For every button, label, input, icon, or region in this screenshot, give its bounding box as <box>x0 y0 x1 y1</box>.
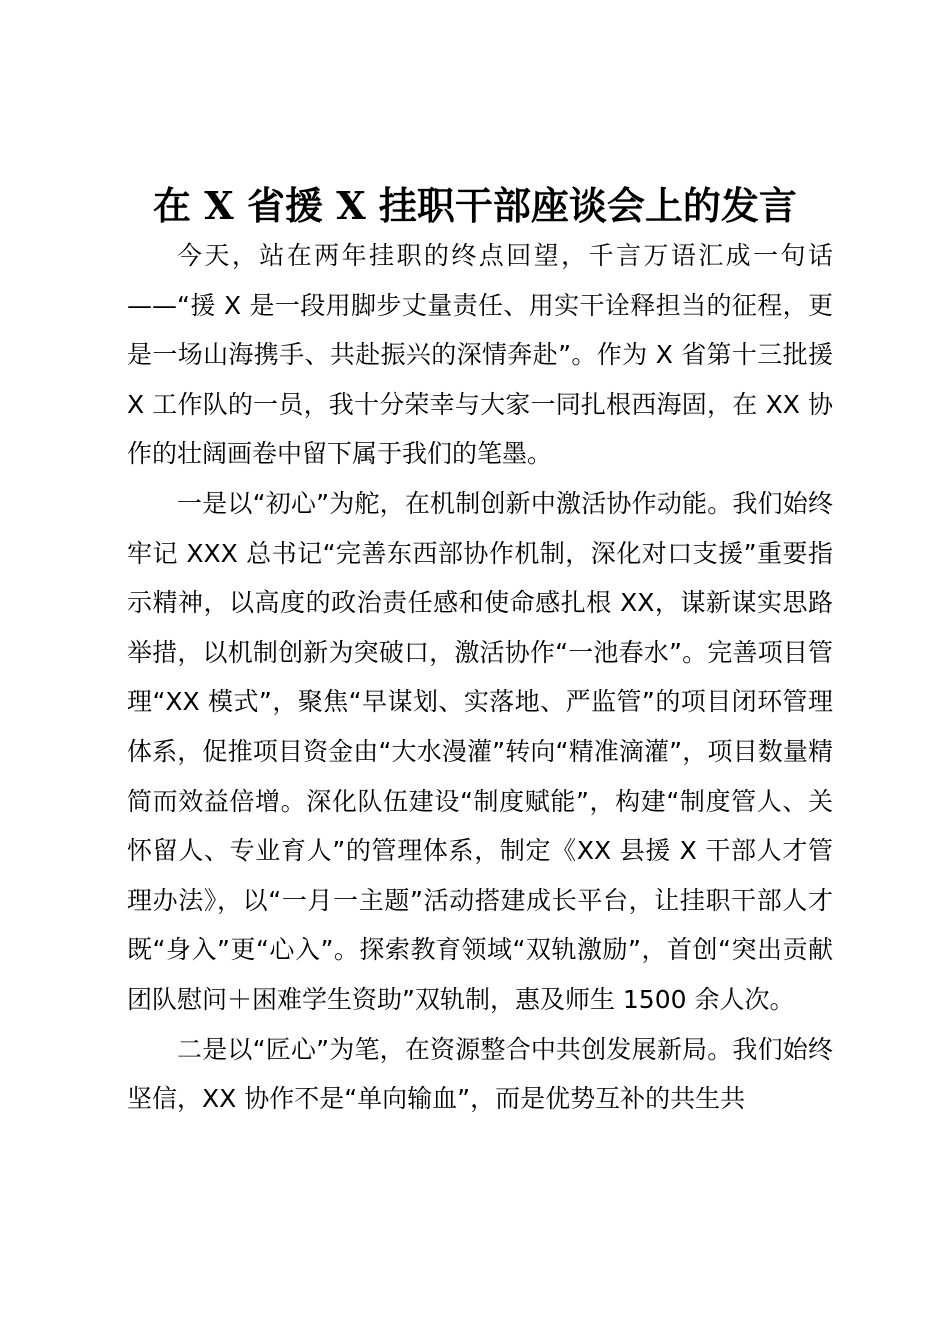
paragraph-point-one: 一是以“初心”为舵，在机制创新中激活协作动能。我们始终牢记 XXX 总书记“完善东西部协作机制，深化对口支援”重要指示精神，以高度的政治责任感和使命感扎根 XX，谋新谋实思路举措，以机制创新为突破口，激活协作“一池春水”。完善项目管理“XX 模式”，聚焦“早谋划、实落地、严监管”的项目闭环管理体系，促推项目资金由“大水漫灌”转向“精准滴灌”，项目数量精简而效益倍增。深化队伍建设“制度赋能”，构建“制度管人、关怀留人、专业育人”的管理体系，制定《XX 县援 X 干部人才管理办法》，以“一月一主题”活动搭建成长平台，让挂职干部人才既“身入”更“心入”。探索教育领域“双轨激励”，首创“突出贡献团队慰问＋困难学生资助”双轨制，惠及师生 1500 余人次。 <box>127 488 833 1014</box>
paragraph-point-two: 二是以“匠心”为笔，在资源整合中共创发展新局。我们始终坚信，XX 协作不是“单向输血”，而是优势互补的共生共 <box>127 1034 833 1114</box>
document-title: 在 X 省援 X 挂职干部座谈会上的发言 <box>153 183 797 228</box>
paragraph-intro: 今天，站在两年挂职的终点回望，千言万语汇成一句话——“援 X 是一段用脚步丈量责任、用实干诠释担当的征程，更是一场山海携手、共赴振兴的深情奔赴”。作为 X 省第十三批援 X 工作队的一员，我十分荣幸与大家一同扎根西海固，在 XX 协作的壮阔画卷中留下属于我们的笔墨。 <box>127 241 833 469</box>
document-body <box>127 231 833 1124</box>
